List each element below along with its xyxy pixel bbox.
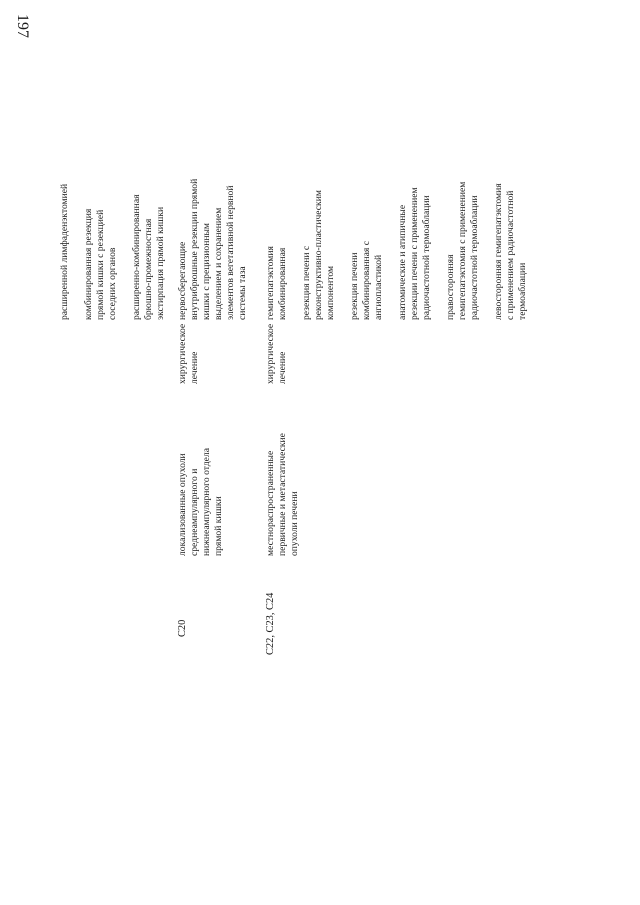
treatment-cell: хирургическое лечение <box>177 323 200 384</box>
treatment-cell: хирургическое лечение <box>265 323 288 384</box>
methods-cell <box>265 80 529 320</box>
code-cell: C20 <box>177 619 188 637</box>
method-entry: комбинированная резекция прямой кишки с резекцией соседних органов <box>83 208 118 320</box>
method-entry: расширенно-комбинированная брюшно-промежностная экстирпация прямой кишки <box>131 194 166 320</box>
method-entry: резекция печени с реконструктивно-пластическим компонентом <box>301 190 336 320</box>
method-entry: расширенной лимфаденэктомией <box>59 183 70 320</box>
method-entry: резекция печени комбинированная с ангиопластикой <box>349 241 384 320</box>
code-cell: C22, C23, C24 <box>265 592 276 655</box>
method-entry: левосторонняя гемигепатэктомия с применением радиочастотной термоаблации <box>493 183 528 320</box>
description-cell: местнораспространенные первичные и метастатические опухоли печени <box>265 433 300 556</box>
method-entry: нервосберегающие внутрибрюшные резекции прямой кишки с прецизионным выделением и сохранением элементов вегетативной нервной системы таза <box>177 178 248 320</box>
method-entry: гемигепатэктомия комбинированная <box>265 246 288 320</box>
methods-cell <box>177 120 249 320</box>
methods-cell <box>59 120 167 320</box>
method-entry: правосторонняя гемигепатэктомия с применением радиочастотной термоаблации <box>445 181 480 320</box>
page-number: 197 <box>14 14 31 38</box>
method-entry: анатомические и атипичные резекции печени с применением радиочастотной термоаблации <box>397 187 432 320</box>
description-cell: локализованные опухоли среднеампулярного и нижнеампулярного отдела прямой кишки <box>177 448 224 556</box>
